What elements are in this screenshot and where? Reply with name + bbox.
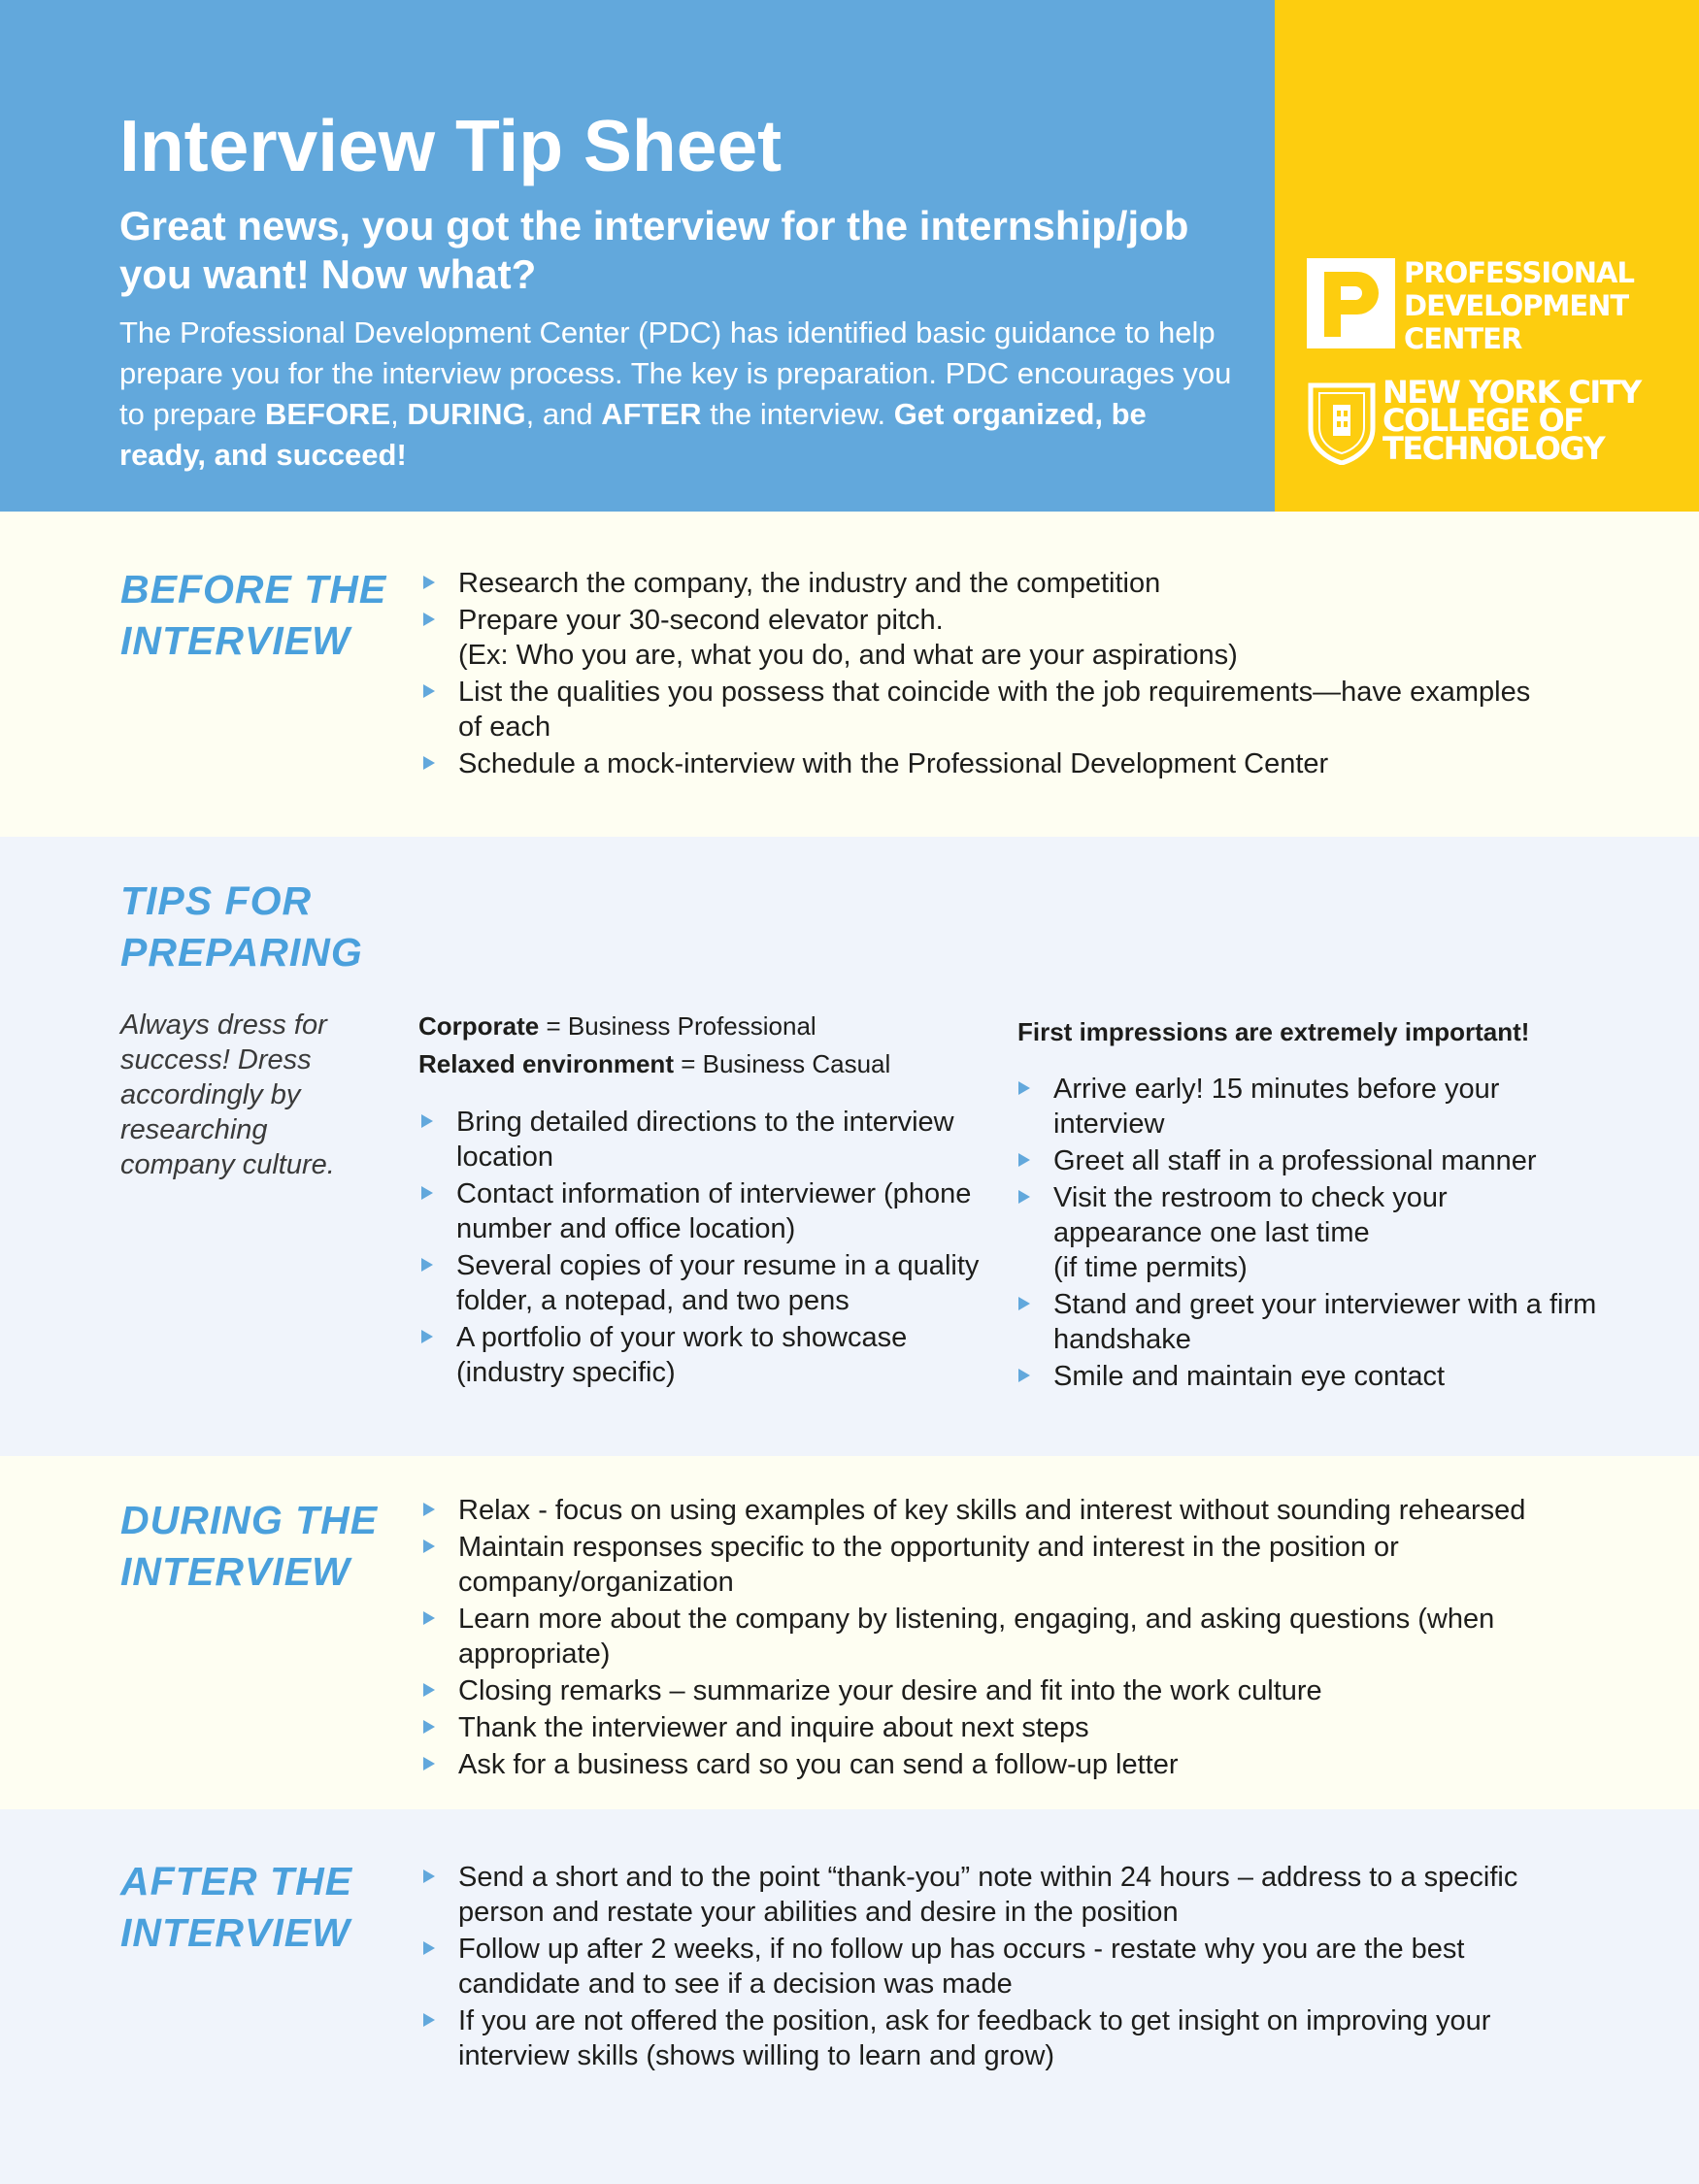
list-item-text: Follow up after 2 weeks, if no follow up has occurs - restate why you are the best candidate and to see if a decision was made xyxy=(458,1934,1465,2000)
list-item-text: Contact information of interviewer (phone number and office location) xyxy=(456,1178,972,1244)
list-item-text: A portfolio of your work to showcase (industry specific) xyxy=(456,1322,908,1388)
list-item xyxy=(421,566,1538,601)
intro-bold-during: DURING xyxy=(407,397,526,431)
bullet-arrow-icon xyxy=(1018,1153,1030,1167)
bullet-arrow-icon xyxy=(423,1941,435,1955)
list-item-text: List the qualities you possess that coincide with the job requirements—have examples of each xyxy=(458,677,1531,743)
list-item xyxy=(421,1860,1548,1930)
list-item-text: Visit the restroom to check your appearance one last time xyxy=(1053,1182,1448,1248)
list-item xyxy=(421,1493,1616,1528)
list-item-text: Smile and maintain eye contact xyxy=(1053,1361,1445,1392)
citytech-seal-icon xyxy=(1307,381,1377,465)
bullet-arrow-icon xyxy=(1018,1369,1030,1382)
bullet-arrow-icon xyxy=(1018,1297,1030,1310)
bring-list xyxy=(419,1105,992,1392)
citytech-logo-text xyxy=(1383,374,1641,467)
bullet-arrow-icon xyxy=(423,1720,435,1734)
list-item-text: Closing remarks – summarize your desire and fit into the work culture xyxy=(458,1675,1322,1706)
intro-bold-after: AFTER xyxy=(601,397,702,431)
list-item-text: Several copies of your resume in a quality folder, a notepad, and two pens xyxy=(456,1250,980,1316)
pdc-logo-line-3: CENTER xyxy=(1404,322,1522,355)
section-title-tips-line-1: TIPS FOR xyxy=(120,878,313,923)
list-item xyxy=(1016,1072,1599,1142)
list-item xyxy=(421,675,1538,745)
dress-code-label: Corporate xyxy=(418,1011,540,1041)
section-during-interview xyxy=(0,1456,1699,1809)
list-item xyxy=(1016,1143,1599,1178)
section-title-before-line-2: INTERVIEW xyxy=(120,618,350,663)
list-item-text: If you are not offered the position, ask for feedback to get insight on improving your interview skills (shows willing to learn and grow) xyxy=(458,2005,1491,2071)
bullet-arrow-icon xyxy=(423,1539,435,1553)
list-item-text: Research the company, the industry and the competition xyxy=(458,568,1161,599)
section-title-after-line-2: INTERVIEW xyxy=(120,1910,350,1955)
list-item xyxy=(419,1105,992,1175)
intro-text-2: the interview. xyxy=(701,397,894,431)
citytech-logo-line-3: TECHNOLOGY xyxy=(1383,430,1605,467)
pdc-logo-text xyxy=(1404,256,1634,355)
list-item-subtext: (Ex: Who you are, what you do, and what are your aspirations) xyxy=(458,640,1238,671)
section-title-tips xyxy=(120,876,363,978)
section-title-before-line-1: BEFORE THE xyxy=(120,567,387,612)
page-title: Interview Tip Sheet xyxy=(119,105,783,186)
intro-bold-tagline: Get organized, be ready, and succeed! xyxy=(119,397,1147,472)
bullet-arrow-icon xyxy=(423,1757,435,1770)
section-title-before xyxy=(120,564,386,667)
bullet-arrow-icon xyxy=(423,684,435,698)
section-title-during xyxy=(120,1495,378,1598)
dress-code-label: Relaxed environment xyxy=(418,1049,674,1078)
dress-code-corporate xyxy=(418,1008,890,1045)
list-item xyxy=(421,1673,1616,1708)
bullet-arrow-icon xyxy=(423,576,435,589)
section-tips-preparing xyxy=(0,837,1699,1456)
list-item xyxy=(421,1932,1548,2002)
bullet-arrow-icon xyxy=(421,1114,433,1128)
during-list xyxy=(421,1493,1616,1784)
list-item-text: Maintain responses specific to the opportunity and interest in the position or company/organization xyxy=(458,1532,1399,1598)
list-item xyxy=(419,1248,992,1318)
intro-sep-2: , and xyxy=(525,397,602,431)
bullet-arrow-icon xyxy=(423,1503,435,1516)
list-item xyxy=(421,1710,1616,1745)
bullet-arrow-icon xyxy=(423,1611,435,1625)
bullet-arrow-icon xyxy=(421,1186,433,1200)
list-item xyxy=(421,1530,1616,1600)
list-item xyxy=(1016,1287,1599,1357)
list-item-text: Stand and greet your interviewer with a firm handshake xyxy=(1053,1289,1597,1355)
dress-code-value: = Business Casual xyxy=(673,1049,891,1078)
bullet-arrow-icon xyxy=(423,1683,435,1697)
list-item-text: Send a short and to the point “thank-you” note within 24 hours – address to a specific person and restate your abilities and desire in the position xyxy=(458,1862,1518,1928)
list-item-text: Relax - focus on using examples of key skills and interest without sounding rehearsed xyxy=(458,1495,1526,1526)
dress-code-relaxed xyxy=(418,1045,890,1083)
impressions-title: First impressions are extremely important! xyxy=(1017,1017,1530,1046)
list-item-text: Ask for a business card so you can send a follow-up letter xyxy=(458,1749,1179,1780)
dress-note: Always dress for success! Dress accordingly by researching company culture. xyxy=(120,1009,335,1180)
dress-code-value: = Business Professional xyxy=(539,1011,816,1041)
list-item xyxy=(421,746,1538,781)
section-title-during-line-2: INTERVIEW xyxy=(120,1549,350,1594)
list-item xyxy=(421,603,1538,673)
pdc-logo-line-2: DEVELOPMENT xyxy=(1404,289,1629,322)
dress-code xyxy=(418,1008,890,1083)
list-item xyxy=(419,1176,992,1246)
header xyxy=(0,0,1699,512)
list-item xyxy=(421,1602,1616,1671)
citytech-logo-line-1: NEW YORK CITY xyxy=(1383,374,1641,411)
intro-text-1: The Professional Development Center (PDC) has identified basic guidance to help prepare you for the interview process. The key is preparation. PDC encourages you to prepare xyxy=(119,315,1232,431)
intro-paragraph xyxy=(119,313,1236,476)
section-after-interview xyxy=(0,1809,1699,2184)
impressions-list xyxy=(1016,1072,1599,1396)
bullet-arrow-icon xyxy=(1018,1081,1030,1095)
list-item xyxy=(421,1747,1616,1782)
list-item-subtext: (if time permits) xyxy=(1053,1252,1248,1283)
bullet-arrow-icon xyxy=(423,2013,435,2027)
section-title-after xyxy=(120,1856,352,1959)
intro-bold-before: BEFORE xyxy=(264,397,391,431)
bullet-arrow-icon xyxy=(423,1870,435,1883)
after-list xyxy=(421,1860,1548,2075)
intro-sep-1: , xyxy=(390,397,408,431)
list-item-text: Arrive early! 15 minutes before your interview xyxy=(1053,1074,1500,1140)
section-title-after-line-1: AFTER THE xyxy=(120,1859,353,1903)
citytech-logo-line-2: COLLEGE OF xyxy=(1383,402,1583,439)
list-item xyxy=(1016,1180,1599,1285)
list-item-text: Learn more about the company by listening, engaging, and asking questions (when appropriate) xyxy=(458,1604,1495,1670)
pdc-logo-icon xyxy=(1307,258,1395,348)
section-title-tips-line-2: PREPARING xyxy=(120,930,363,975)
section-title-during-line-1: DURING THE xyxy=(120,1498,379,1542)
list-item xyxy=(419,1320,992,1390)
list-item-text: Thank the interviewer and inquire about next steps xyxy=(458,1712,1089,1743)
bullet-arrow-icon xyxy=(423,756,435,770)
list-item-text: Greet all staff in a professional manner xyxy=(1053,1145,1537,1176)
bullet-arrow-icon xyxy=(421,1258,433,1272)
list-item-text: Bring detailed directions to the interview location xyxy=(456,1107,954,1173)
list-item xyxy=(421,2003,1548,2073)
bullet-arrow-icon xyxy=(421,1330,433,1343)
list-item xyxy=(1016,1359,1599,1394)
bullet-arrow-icon xyxy=(1018,1190,1030,1204)
page-subtitle: Great news, you got the interview for the internship/job you want! Now what? xyxy=(119,203,1189,297)
list-item-text: Schedule a mock-interview with the Professional Development Center xyxy=(458,748,1329,779)
section-before-interview xyxy=(0,512,1699,837)
list-item-text: Prepare your 30-second elevator pitch. xyxy=(458,605,944,636)
pdc-logo-line-1: PROFESSIONAL xyxy=(1404,256,1634,289)
bullet-arrow-icon xyxy=(423,612,435,626)
before-list xyxy=(421,566,1538,783)
